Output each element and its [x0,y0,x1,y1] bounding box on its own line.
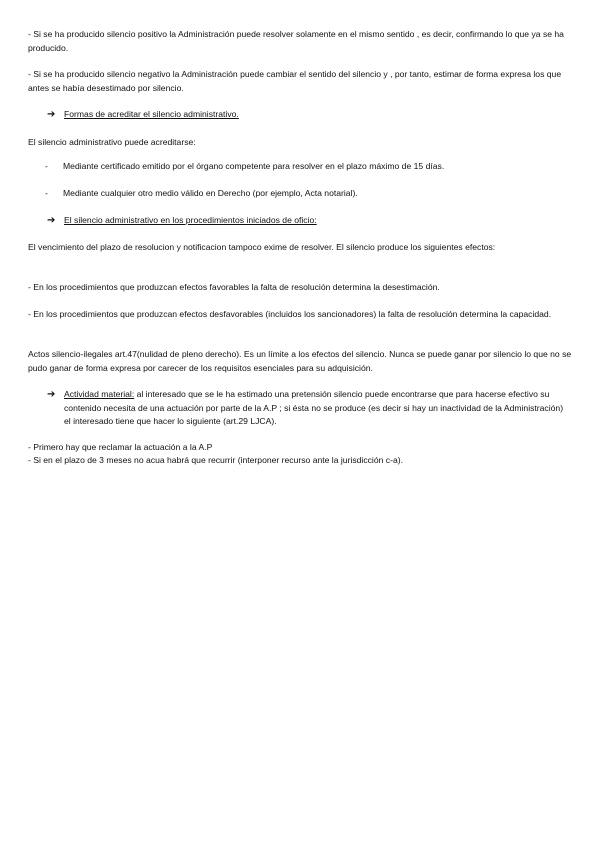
bullet-dash: - [45,161,48,171]
paragraph-efectos-favorables: - En los procedimientos que produzcan efectos favorables la falta de resolución determina la desestimación. [28,282,440,292]
paragraph-silencio-positivo: - Si se ha producido silencio positivo la Administración puede resolver solamente en el mismo sentido , es decir, confirmando lo que ya se ha producido. [28,29,564,53]
paragraph-efectos-desfavorables: - En los procedimientos que produzcan efectos desfavorables (incluidos los sancionadores) la falta de resolución determina la capacidad. [28,309,552,319]
heading-text: Formas de acreditar el silencio administrativo. [64,109,239,119]
bullet-dash: - [45,188,48,198]
list-item-text: Mediante cualquier otro medio válido en Derecho (por ejemplo, Acta notarial). [63,188,358,198]
actividad-material-text: al interesado que se le ha estimado una pretensión silencio puede encontrarse que para hacerse efectivo su contenido necesita de una actuación por parte de la A.P ; si ésta no se produce (es decir si hay un inactividad de la Administración) el interesado tiene que hacer lo siguiente (art.29 LJCA). [64,389,564,426]
heading-formas-acreditar [47,108,567,122]
heading-actividad-material [47,388,567,429]
paragraph-silencio-negativo: - Si se ha producido silencio negativo la Administración puede cambiar el sentido del silencio y , por tanto, estimar de forma expresa los que antes se había desestimado por silencio. [28,69,562,93]
actividad-material-label: Actividad material: [64,389,135,399]
paragraph-primero-reclamar: - Primero hay que reclamar la actuación a la A.P [28,442,213,452]
heading-text: El silencio administrativo en los procedimientos iniciados de oficio: [64,215,317,225]
list-item-text: Mediante certificado emitido por el órgano competente para resolver en el plazo máximo de 15 días. [63,161,445,171]
paragraph-actos-silencio-ilegales: Actos silencio-ilegales art.47(nulidad de pleno derecho). Es un límite a los efectos del silencio. Nunca se puede ganar por silencio lo que no se pudo ganar de forma expresa por carecer de los requisitos esenciales para su adquisición. [28,349,572,373]
arrow-icon: ➔ [47,109,56,120]
heading-procedimientos-oficio [47,214,567,228]
arrow-icon: ➔ [47,215,56,226]
arrow-icon: ➔ [47,389,56,400]
actividad-material-block [64,388,567,429]
paragraph-plazo-tres-meses: - Si en el plazo de 3 meses no acua habrá que recurrir (interponer recurso ante la jurisdicción c-a). [28,455,403,465]
paragraph-acreditarse: El silencio administrativo puede acreditarse: [28,137,196,147]
paragraph-vencimiento: El vencimiento del plazo de resolucion y notificacion tampoco exime de resolver. El silencio produce los siguientes efectos: [28,242,496,252]
